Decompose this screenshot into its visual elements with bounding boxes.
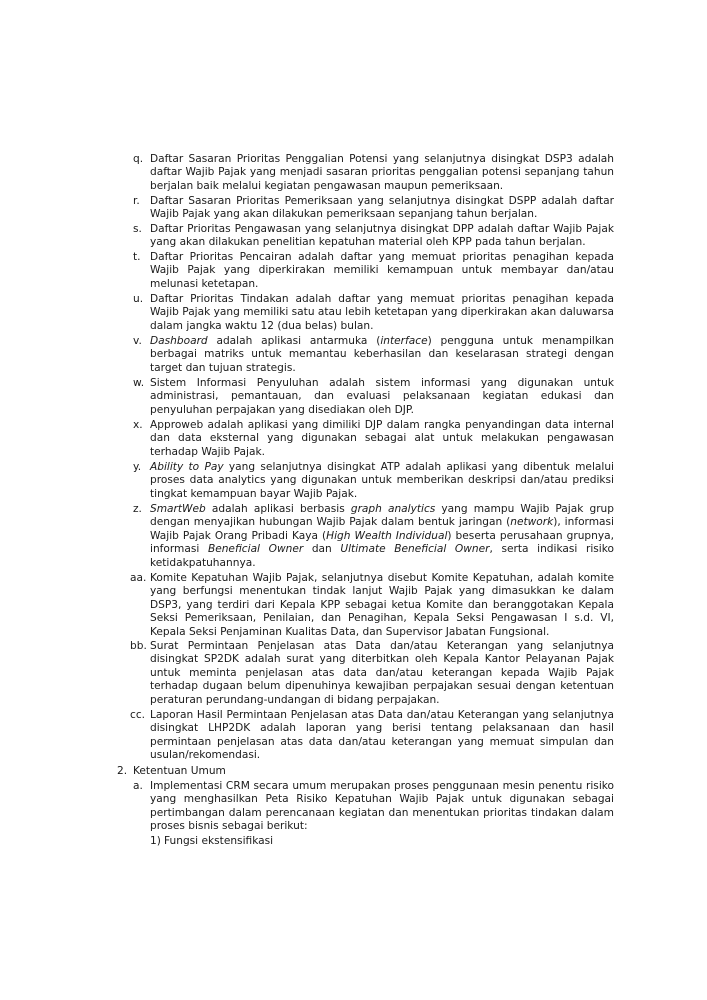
sub-item-number: 1) xyxy=(150,835,161,847)
item-label: w. xyxy=(133,377,145,389)
item-text: Daftar Prioritas Pencairan adalah daftar yang memuat prioritas penagihan kepada Wajib Pajak yang diperkirakan memiliki kemampuan untuk membayar dan/atau melunasi ketetapan. xyxy=(150,251,614,290)
item-label: r. xyxy=(133,195,140,207)
italic-term: Ultimate Beneficial Owner xyxy=(340,543,490,556)
item-text: Komite Kepatuhan Wajib Pajak, selanjutnya disebut Komite Kepatuhan, adalah komite yang berfungsi menentukan tindak lanjut Wajib Pajak yang dimasukkan ke dalam DSP3, yang terdiri dari Kepala KPP sebagai ketua Komite dan beranggotakan Kepala Seksi Pemeriksaan, Penilaian, dan Penagihan, Kepala Seksi Pengawasan I s.d. VI, Kepala Seksi Penjaminan Kualitas Data, dan Supervisor Jabatan Fungsional. xyxy=(150,572,614,638)
list-item: z. SmartWeb adalah aplikasi berbasis graph analytics yang mampu Wajib Pajak grup dengan menyajikan hubungan Wajib Pajak dalam bentuk jaringan (network), informasi Wajib Pajak Orang Pribadi Kaya (High Wealth Individual) beserta perusahaan grupnya, informasi Beneficial Owner dan Ultimate Beneficial Owner, serta indikasi risiko ketidakpatuhannya. xyxy=(133,503,614,569)
item-text: Daftar Sasaran Prioritas Pemeriksaan yang selanjutnya disingkat DSPP adalah daftar Wajib Pajak yang akan dilakukan pemeriksaan sepanjang tahun berjalan. xyxy=(150,195,614,221)
item-text: Daftar Sasaran Prioritas Penggalian Potensi yang selanjutnya disingkat DSP3 adalah daftar Wajib Pajak yang menjadi sasaran prioritas penggalian potensi sepanjang tahun berjalan baik melalui kegiatan pengawasan maupun pemeriksaan. xyxy=(150,153,614,192)
italic-term: Dashboard xyxy=(150,335,208,347)
list-item: v. Dashboard adalah aplikasi antarmuka (interface) pengguna untuk menampilkan berbagai matriks untuk memantau keberhasilan dan keselarasan strategi dengan target dan tujuan strategis. xyxy=(133,335,614,374)
item-label: v. xyxy=(133,335,142,347)
list-item xyxy=(133,293,614,333)
list-item xyxy=(133,780,614,834)
item-text: Surat Permintaan Penjelasan atas Data dan/atau Keterangan yang selanjutnya disingkat SP2DK adalah surat yang diterbitkan oleh Kepala Kantor Pelayanan Pajak untuk meminta penjelasan atas data dan/atau keterangan kepada Wajib Pajak terhadap dugaan belum dipenuhinya kewajiban perpajakan sesuai dengan ketentuan peraturan perundang-undangan di bidang perpajakan. xyxy=(150,640,614,706)
item-label: z. xyxy=(133,503,142,515)
item-text: Approweb adalah aplikasi yang dimiliki DJP dalam rangka penyandingan data internal dan data eksternal yang digunakan sebagai alat untuk melakukan pengawasan terhadap Wajib Pajak. xyxy=(150,419,614,458)
item-label: s. xyxy=(133,223,142,235)
list-item xyxy=(133,195,614,222)
italic-term: graph analytics xyxy=(350,503,436,515)
list-item xyxy=(130,572,614,639)
item-text: Daftar Prioritas Pengawasan yang selanjutnya disingkat DPP adalah daftar Wajib Pajak yang akan dilakukan penelitian kepatuhan material oleh KPP pada tahun berjalan. xyxy=(150,223,614,249)
section-title: Ketentuan Umum xyxy=(133,765,226,777)
italic-term: network xyxy=(510,516,554,529)
sub-item-text: Fungsi ekstensifikasi xyxy=(164,835,274,847)
item-label: q. xyxy=(133,153,144,165)
item-label: aa. xyxy=(130,572,147,584)
item-label: a. xyxy=(133,780,143,792)
italic-term: Beneficial Owner xyxy=(207,543,304,556)
italic-term: interface xyxy=(380,335,428,347)
italic-term: High Wealth Individual xyxy=(326,529,448,542)
list-item xyxy=(133,251,614,291)
item-label: y. xyxy=(133,461,142,473)
item-label: bb. xyxy=(130,640,147,652)
list-item xyxy=(133,377,614,417)
list-item xyxy=(133,153,614,193)
item-label: t. xyxy=(133,251,141,263)
list-item xyxy=(133,419,614,459)
item-text: Sistem Informasi Penyuluhan adalah sistem informasi yang digunakan untuk administrasi, pemantauan, dan evaluasi pelaksanaan kegiatan edukasi dan penyuluhan perpajakan yang disediakan oleh DJP. xyxy=(150,377,614,416)
section-number: 2. xyxy=(117,765,128,777)
list-item xyxy=(130,640,614,707)
item-label: x. xyxy=(133,419,143,431)
item-text: Implementasi CRM secara umum merupakan proses penggunaan mesin penentu risiko yang menghasilkan Peta Risiko Kepatuhan Wajib Pajak untuk digunakan sebagai pertimbangan dalam perencanaan kegiatan dan menentukan prioritas tindakan dalam proses bisnis sebagai berikut: xyxy=(150,780,614,833)
list-item xyxy=(133,223,614,250)
item-text: Daftar Prioritas Tindakan adalah daftar yang memuat prioritas penagihan kepada Wajib Pajak yang memiliki satu atau lebih ketetapan yang diperkirakan akan daluwarsa dalam jangka waktu 12 (dua belas) bulan. xyxy=(150,293,614,332)
item-label: u. xyxy=(133,293,144,305)
list-item xyxy=(130,709,614,763)
italic-term: SmartWeb xyxy=(150,503,206,515)
item-text: Laporan Hasil Permintaan Penjelasan atas Data dan/atau Keterangan yang selanjutnya disingkat LHP2DK adalah laporan yang berisi tentang pelaksanaan dan hasil permintaan penjelasan atas data dan/atau keterangan yang memuat simpulan dan usulan/rekomendasi. xyxy=(150,709,614,762)
sub-item xyxy=(150,835,273,848)
italic-term: Ability to Pay xyxy=(150,461,224,473)
list-item: y. Ability to Pay yang selanjutnya disingkat ATP adalah aplikasi yang dibentuk melalui proses data analytics yang digunakan untuk memberikan deskripsi dan/atau prediksi tingkat kemampuan bayar Wajib Pajak. xyxy=(133,461,614,500)
item-label: cc. xyxy=(130,709,146,721)
section-heading xyxy=(117,765,226,778)
